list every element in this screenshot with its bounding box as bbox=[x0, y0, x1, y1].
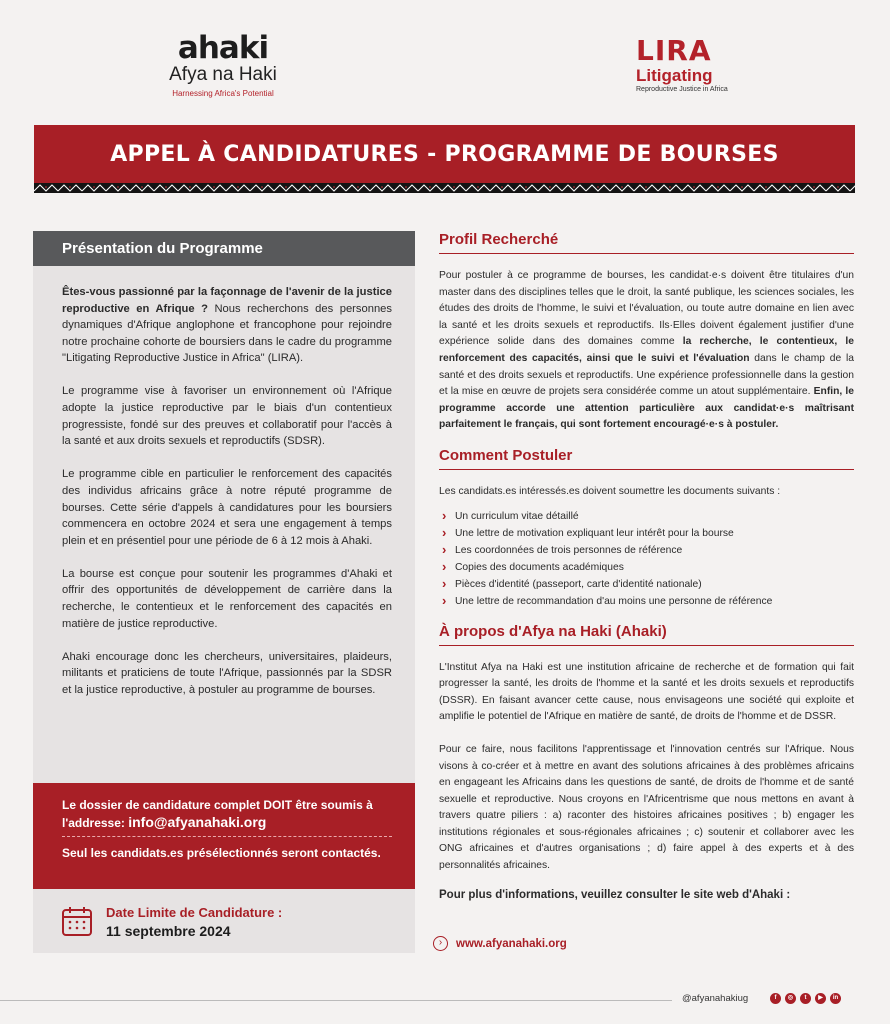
profile-section-title: Profil Recherché bbox=[439, 231, 854, 254]
overview-paragraph-1 bbox=[62, 284, 392, 367]
program-overview-body bbox=[33, 266, 415, 698]
about-section-title: À propos d'Afya na Haki (Ahaki) bbox=[439, 623, 854, 646]
profile-text-part-1: Pour postuler à ce programme de bourses, les candidat·e·s doivent être titulaires d'un master dans des disciplines telles que le droit, la santé publique, les sciences sociales, les études des droits de l'homme, le suivi et l'évaluation, ou toute autre domaine en lien avec la santé et les droits sexuels et reproductifs. Ils·Elles doivent également justifier d'une expérience solide dans des domaines comme bbox=[439, 270, 854, 348]
required-documents-list bbox=[439, 508, 854, 610]
profile-text bbox=[439, 268, 854, 434]
chevron-right-icon: › bbox=[433, 936, 448, 951]
title-banner bbox=[34, 125, 855, 183]
ahaki-logo-tagline: Harnessing Africa's Potential bbox=[172, 89, 274, 98]
ahaki-logo bbox=[158, 32, 288, 98]
lira-logo bbox=[636, 36, 746, 93]
profile-french-note: Enfin, le programme accorde une attention particulière aux candidat·e·s maîtrisant parfaitement le français, qui sont fortement encouragé·e·s à postuler. bbox=[439, 386, 855, 431]
submission-instruction bbox=[62, 797, 392, 832]
list-item: › Une lettre de motivation expliquant leur intérêt pour la bourse bbox=[439, 525, 854, 542]
linkedin-icon[interactable]: in bbox=[830, 993, 841, 1004]
deadline-date: 11 septembre 2024 bbox=[106, 923, 231, 939]
lira-logo-subtitle: Litigating bbox=[636, 66, 713, 85]
footer-divider bbox=[0, 1000, 672, 1001]
list-item: › Les coordonnées de trois personnes de référence bbox=[439, 542, 854, 559]
instagram-icon[interactable]: ◎ bbox=[785, 993, 796, 1004]
lira-logo-name: LIRA bbox=[636, 34, 712, 67]
overview-paragraph-2: Le programme vise à favoriser un environnement où l'Afrique adopte la justice reproductive par le biais d'un contentieux progressiste, fondé sur des preuves et collaboratif pour l'accès à la santé et aux droits sexuels et reproductifs (SDSR). bbox=[62, 385, 392, 448]
decorative-pattern-band bbox=[34, 183, 855, 193]
ahaki-logo-name: ahaki bbox=[177, 30, 269, 66]
social-handle: @afyanahakiug bbox=[682, 993, 749, 1004]
overview-lead-question: Êtes-vous passionné par la façonnage de l'avenir de la justice reproductive en Afrique ? bbox=[62, 286, 392, 315]
page-title: APPEL À CANDIDATURES - PROGRAMME DE BOURSES bbox=[110, 141, 779, 167]
overview-paragraph-4: La bourse est conçue pour soutenir les programmes d'Ahaki et offrir des opportunités de développement de carrière dans la recherche, le contentieux et le renforcement des capacités en matière de justice reproductive. bbox=[62, 567, 392, 630]
more-info-text: Pour plus d'informations, veuillez consulter le site web d'Ahaki : bbox=[439, 888, 791, 901]
list-item: › Copies des documents académiques bbox=[439, 559, 854, 576]
shortlist-note: Seul les candidats.es présélectionnés seront contactés. bbox=[62, 846, 381, 860]
program-overview-panel bbox=[33, 231, 415, 953]
overview-lead-text: Nous recherchons des personnes dynamiques d'Afrique anglophone et francophone pour rejoindre notre prochaine cohorte de boursiers dans le cadre du programme "Litigating Reproductive Justice in Africa" (LIRA). bbox=[62, 302, 392, 365]
youtube-icon[interactable]: ▶ bbox=[815, 993, 826, 1004]
twitter-icon[interactable]: t bbox=[800, 993, 811, 1004]
program-overview-heading: Présentation du Programme bbox=[33, 231, 415, 266]
ahaki-logo-subtitle: Afya na Haki bbox=[169, 64, 277, 85]
right-column bbox=[439, 231, 854, 901]
submission-box bbox=[33, 783, 415, 889]
apply-intro: Les candidats.es intéressés.es doivent soumettre les documents suivants : bbox=[439, 485, 781, 497]
deadline-label: Date Limite de Candidature : bbox=[106, 905, 283, 920]
overview-paragraph-5: Ahaki encourage donc les chercheurs, universitaires, plaideurs, militants et praticiens de toute l'Afrique, passionnés par la SDSR et la justice reproductive, à postuler au programme de bourses. bbox=[62, 650, 392, 696]
website-link[interactable] bbox=[433, 936, 567, 951]
apply-section-title: Comment Postuler bbox=[439, 447, 854, 470]
social-icons bbox=[770, 993, 841, 1004]
deadline-box bbox=[33, 889, 415, 953]
submission-email-link[interactable]: info@afyanahaki.org bbox=[128, 814, 267, 830]
lira-logo-tagline: Reproductive Justice in Africa bbox=[636, 86, 728, 93]
list-item: › Un curriculum vitae détaillé bbox=[439, 508, 854, 525]
profile-text-part-2: dans le champ de la santé et des droits sexuels et reproductifs. Une expérience professionnelle dans la gestion et la mise en œuvre de projets sera considérée comme un atout supplémentaire. bbox=[439, 352, 854, 398]
submission-divider bbox=[62, 836, 392, 837]
about-paragraph-1: L'Institut Afya na Haki est une institution africaine de recherche et de formation qui fait progresser la santé, les droits de l'homme et la santé et les droits sexuels et reproductifs (DSSR). En faisant avancer cette cause, nous envisageons une société qui exploite et amplifie le potentiel de l'Afrique en matière de santé, de droits de l'homme et de DSSR. bbox=[439, 661, 854, 723]
list-item: › Une lettre de recommandation d'au moins une personne de référence bbox=[439, 593, 854, 610]
website-url[interactable]: www.afyanahaki.org bbox=[456, 937, 567, 950]
facebook-icon[interactable]: f bbox=[770, 993, 781, 1004]
list-item: › Pièces d'identité (passeport, carte d'identité nationale) bbox=[439, 576, 854, 593]
overview-paragraph-3: Le programme cible en particulier le renforcement des capacités des individus africains grâce à notre réputé programme de bourses. Cette série d'appels à candidatures pour les boursiers commencera en octobre 2024 et sera une engagement à temps plein et en présentiel pour une période de 6 à 12 mois à Ahaki. bbox=[62, 468, 392, 547]
calendar-icon bbox=[61, 905, 93, 937]
profile-skills-bold: la recherche, le contentieux, le renforcement des capacités, ainsi que le suivi et l'évaluation bbox=[439, 336, 854, 364]
submission-text: Le dossier de candidature complet DOIT être soumis à l'addresse: bbox=[62, 798, 373, 830]
about-paragraph-2: Pour ce faire, nous facilitons l'apprentissage et l'innovation centrés sur l'Afrique. Nous visons à co-créer et à mettre en avant des solutions africaines à des problèmes africains en engageant les Africains dans les questions de santé, de droits de l'homme et de santé sexuelle et reproductive. Nous croyons en l'Africentrisme que nous mettons en avant à travers quatre piliers : a) raconter des histoires africaines positives ; b) engager les institutions régionales et sous-régionales africaines ; c) soutenir et collaborer avec les ONG africaines et d'autres organisations ; d) faire appel à des experts et à des personnalités africaines. bbox=[439, 743, 854, 872]
